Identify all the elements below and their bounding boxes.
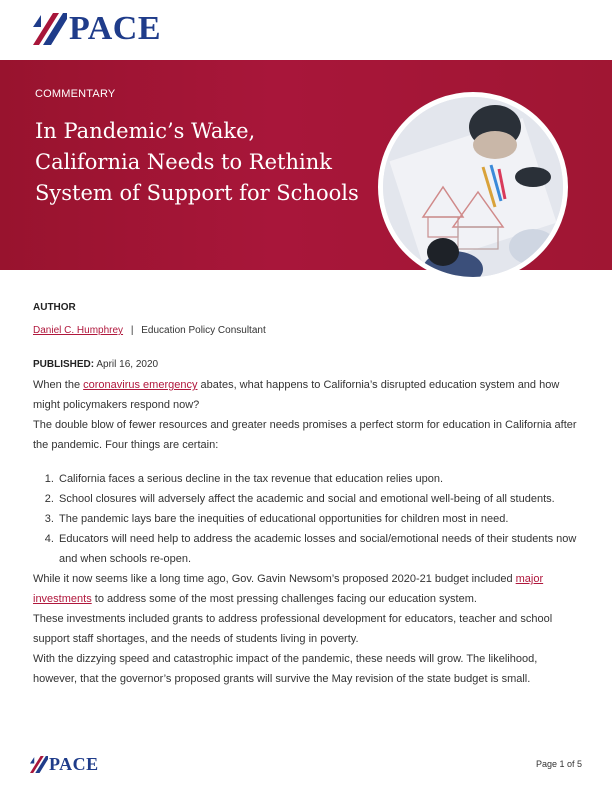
published-label: PUBLISHED: xyxy=(33,359,95,370)
paragraph-4: These investments included grants to address professional development for educators, teacher and school support staff shortages, and the needs of students living in poverty. xyxy=(33,613,553,645)
paragraph-3-text-b: to address some of the most pressing challenges facing our education system. xyxy=(91,593,477,605)
published-date: April 16, 2020 xyxy=(96,359,159,370)
list-item: 2. School closures will adversely affect the academic and social and emotional well-being of all students. xyxy=(57,489,581,509)
pace-logo[interactable] xyxy=(33,12,161,46)
paragraph-1-text-a: When the xyxy=(33,379,84,391)
pace-logo-mark-icon xyxy=(33,13,67,45)
coronavirus-emergency-link[interactable]: coronavirus emergency xyxy=(83,379,198,391)
pace-logo-text: PACE xyxy=(69,10,162,47)
author-name-link[interactable]: Daniel C. Humphrey xyxy=(33,325,124,336)
author-role: Education Policy Consultant xyxy=(141,325,266,336)
paragraph-3 xyxy=(33,569,581,609)
list-item: 1. California faces a serious decline in the tax revenue that education relies upon. xyxy=(57,469,581,489)
footer-pace-logo[interactable] xyxy=(30,755,99,773)
classroom-photo-illustration xyxy=(383,97,563,277)
page-number: Page 1 of 5 xyxy=(536,759,583,769)
header-photo xyxy=(378,92,568,282)
author-line xyxy=(33,321,581,341)
pace-logo-mark-icon xyxy=(30,756,48,773)
paragraph-3-text-a: While it now seems like a long time ago, Gov. Gavin Newsom’s proposed 2020-21 budget included xyxy=(33,573,516,585)
published-line xyxy=(33,355,581,375)
paragraph-1 xyxy=(33,375,581,415)
paragraph-2: The double blow of fewer resources and greater needs promises a perfect storm for education in California after the pandemic. Four things are certain: xyxy=(33,419,577,451)
list-item: 4. Educators will need help to address the academic losses and social/emotional needs of their students now and when schools re-open. xyxy=(57,529,581,569)
category-label: COMMENTARY xyxy=(35,88,116,100)
page-title: In Pandemic’s Wake, California Needs to Rethink System of Support for Schools xyxy=(35,119,359,205)
author-separator: | xyxy=(130,325,134,336)
major-investments-link[interactable]: major investments xyxy=(33,573,544,605)
list-item: 3. The pandemic lays bare the inequities of educational opportunities for children most in need. xyxy=(57,509,581,529)
article-body xyxy=(33,298,581,689)
author-label: AUTHOR xyxy=(33,302,76,313)
paragraph-5: With the dizzying speed and catastrophic impact of the pandemic, these needs will grow. The likelihood, however, that the governor’s proposed grants will survive the May revision of the state budget is small. xyxy=(33,653,538,685)
certainties-list xyxy=(33,469,581,569)
paragraph-1-text-b: abates, what happens to California’s disrupted education system and how might policymakers respond now? xyxy=(33,379,560,411)
footer-pace-logo-text: PACE xyxy=(49,754,99,774)
